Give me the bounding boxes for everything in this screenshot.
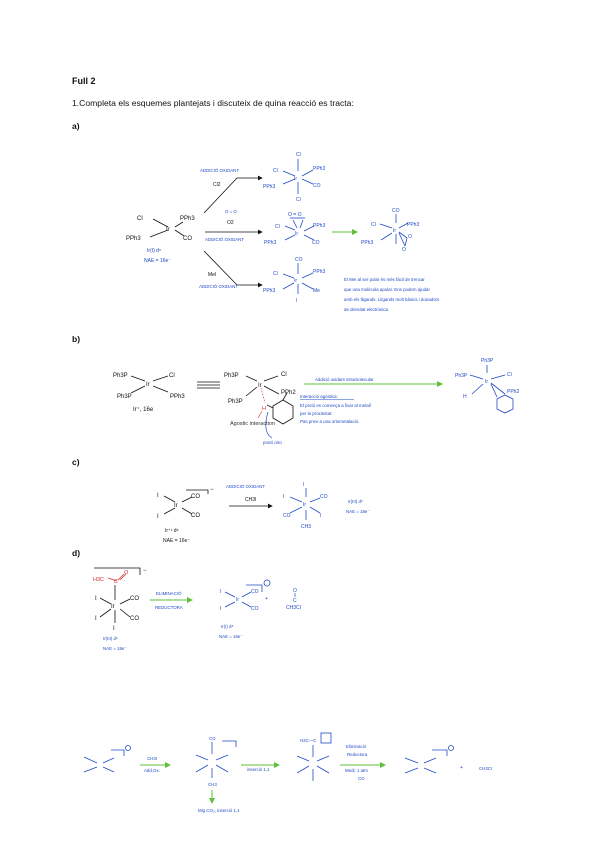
a-p2-co: CO [312, 240, 320, 246]
b-note-1: El protó es comença a fixar al metall [300, 403, 371, 408]
section-a-label: a) [72, 121, 80, 131]
c-prod-ir: Ir [303, 502, 307, 508]
a-p3-pph3: PPh3 [313, 269, 326, 275]
d-left-nae: NAE = 18e⁻ [103, 646, 127, 651]
b-equivalence [197, 382, 220, 388]
a-ox-state: Ir(I) d⁸ [147, 248, 162, 254]
b-h-label: H [262, 406, 266, 412]
c-left-nae: NAE = 16e⁻ [163, 538, 190, 544]
c-ir-1: Ir [174, 503, 178, 509]
e-ch3i: CH3I [147, 756, 158, 761]
a-p1-pph3: PPh3 [313, 166, 326, 172]
c-left-ox: Ir⁺¹ d⁸ [165, 528, 179, 534]
a-p1-co: CO [313, 183, 321, 189]
d-charge: − [143, 568, 147, 574]
scheme-e [84, 733, 492, 813]
e-complex-1 [84, 746, 131, 773]
a-o-o: O = O [225, 209, 237, 214]
a-p1-cl-left: Cl [273, 168, 278, 174]
b-prod-cl: Cl [507, 372, 512, 378]
page-title: Full 2 [72, 76, 96, 86]
a-ph3p-label: PPh3 [126, 236, 141, 242]
a-pph3-label: PPh3 [180, 216, 195, 222]
a-note-2: que una molècula apolar. Ens podem ajudar [344, 287, 430, 292]
c-co-1: CO [191, 494, 200, 500]
b-prod-pph2: PPh2 [507, 389, 520, 395]
b-note-3: Pas previ a una ortometalació. [300, 419, 360, 424]
scheme-b [113, 358, 519, 445]
b-prod-pph3-top: Ph3P [481, 358, 494, 364]
b-ph3p-3: Ph3P [224, 373, 239, 379]
b-prod-h: H [463, 394, 467, 400]
c-prod-i-right: I [320, 513, 322, 519]
d-prod-o: O [293, 588, 297, 594]
a-p2-pph3: PPh3 [313, 223, 326, 229]
scheme-d [93, 568, 301, 651]
d-start-complex [100, 585, 130, 623]
c-charge: − [210, 487, 214, 493]
a-p3-co: CO [295, 257, 303, 263]
e-elim-2: Reductora [347, 752, 368, 757]
d-prod-c: C [293, 598, 297, 604]
e-elim-4: CO [358, 776, 365, 781]
a-p1-ph3p: PPh3 [263, 184, 276, 190]
b-pph3-1: PPh3 [170, 394, 185, 400]
a-p3-ir: Ir [294, 278, 298, 284]
c-right-nae: NAE = 18e⁻ [346, 509, 370, 514]
b-cl-2: Cl [281, 372, 287, 378]
section-c-label: c) [72, 457, 80, 467]
d-bracket [94, 568, 140, 575]
b-note-2: per la proximitat. [300, 411, 333, 416]
e-plus: + [460, 765, 463, 771]
e-migr: Mig CO₃, inserció 1,1 [198, 808, 240, 813]
a-oxad-label-2: ADDICIÓ OXIDANT [205, 237, 245, 242]
e-add: Add.Ox. [144, 768, 160, 773]
d-prod-i-2: I [220, 606, 222, 612]
a-oxad-label-3: ADDICIÓ OXIDANT [199, 284, 239, 289]
section-b-label: b) [72, 334, 81, 344]
a-cl2: Cl2 [213, 182, 221, 188]
d-ir: Ir [111, 604, 115, 610]
d-i-3: I [113, 626, 115, 632]
e-complex-4 [405, 746, 454, 774]
a-product-3 [283, 263, 313, 294]
d-i-2: I [95, 616, 97, 622]
a-p3-ph3p: PPh3 [263, 288, 276, 294]
c-right-ox: Ir(III) d⁶ [348, 499, 363, 504]
a-p1-ir: Ir [294, 176, 298, 182]
c-prod-i-top: I [303, 482, 305, 488]
section-d-label: d) [72, 548, 81, 558]
d-i-1: I [95, 596, 97, 602]
a-peroxo-ir: Ir [393, 228, 397, 234]
a-p2-o2: O = O [288, 212, 302, 218]
a-p3-me: Me [313, 288, 320, 294]
a-peroxo-o2: O [402, 247, 406, 253]
d-co-2: CO [130, 616, 139, 622]
c-prod-i-left: I [283, 494, 285, 500]
b-ir-2: Ir [258, 383, 262, 389]
e-complex-2 [196, 741, 236, 778]
b-pph2-1: PPh2 [281, 390, 296, 396]
b-prod-ir: Ir [485, 379, 489, 385]
b-ir-1: Ir [146, 382, 150, 388]
a-p3-cl: Cl [273, 271, 278, 277]
d-prod-i-1: I [220, 589, 222, 595]
a-cl-label: Cl [137, 216, 143, 222]
a-note-3: amb els lligands. Lligands molt bàsics i donadors [344, 297, 440, 302]
e-insercio: inserció 1,1 [247, 767, 270, 772]
b-agostic-title: Interacció agòstica: [300, 394, 338, 399]
c-prod-co-1: CO [320, 494, 328, 500]
a-note-1: El MeI al ser polar és més fàcil de trencar [344, 277, 425, 282]
e-c2-co: CO [209, 736, 216, 741]
c-prod-co-2: CO [283, 513, 291, 519]
c-start-complex [164, 490, 208, 514]
a-peroxo-co: CO [392, 208, 400, 214]
b-cl-1: Cl [169, 373, 175, 379]
a-peroxo-o1: O [408, 234, 412, 240]
e-elim-1: Eliminació [346, 744, 367, 749]
a-p2-cl: Cl [275, 224, 280, 230]
b-agostic-pointer [258, 411, 262, 418]
a-note-4: de densitat electrònica. [344, 307, 390, 312]
b-agostic-label: Agostic interaction [230, 421, 275, 427]
b-ph3p-2: Ph3P [117, 394, 132, 400]
a-oxad-label-1: ADDICIÓ OXIDANT [200, 168, 240, 173]
b-prod-ph3p: Ph3P [455, 373, 468, 379]
a-co-label: CO [183, 236, 192, 242]
c-co-2: CO [191, 513, 200, 519]
a-nae: NAE = 16e⁻ [144, 258, 171, 264]
b-ir-info: Ir⁺, 16e [133, 407, 154, 413]
d-prod-co-2: CO [251, 606, 259, 612]
scheme-c [157, 482, 370, 544]
c-i-2: I [157, 514, 159, 520]
d-product [225, 580, 270, 607]
a-product-2 [285, 218, 314, 240]
b-proton-label: protó orto [263, 440, 282, 445]
b-arrow-label: Addició oxidant intramolecular [315, 377, 374, 382]
c-prod-ch3: CH3 [301, 524, 312, 530]
e-c3-acyl: H3C—C [300, 738, 317, 743]
d-left-ox: Ir(III) d⁶ [103, 636, 118, 641]
a-peroxo-ph3p: PPh3 [361, 240, 374, 246]
a-p1-cl-bottom: Cl [296, 197, 301, 203]
c-oxad: ADDICIÓ OXIDANT [226, 484, 266, 489]
scheme-a [126, 152, 440, 312]
a-o2: O2 [227, 220, 234, 226]
d-plus: + [265, 596, 268, 602]
question-text: 1.Completa els esquemes plantejats i discuteix de quina reacció es tracta: [72, 98, 354, 108]
b-ph3p-4: Ph3P [228, 399, 243, 405]
a-p1-cl-top: Cl [296, 152, 301, 158]
d-prod-ir: Ir [236, 597, 240, 603]
c-reagent: CH3I [245, 497, 257, 503]
a-arrow-3 [204, 251, 262, 285]
d-o: O [124, 570, 129, 576]
d-c: C [114, 579, 118, 585]
b-ch-bond [267, 405, 273, 408]
b-agostic-complex [246, 376, 293, 424]
d-elim-1: ELIMINACIÓ [156, 591, 182, 596]
d-co-1: CO [130, 596, 139, 602]
a-product-1 [283, 159, 313, 194]
a-p2-ph3p: PPh3 [264, 240, 277, 246]
a-ir-label: Ir [166, 227, 170, 233]
b-ph3p-1: Ph3P [113, 373, 128, 379]
a-mei: MeI [208, 272, 217, 278]
a-p2-ir: Ir [295, 231, 299, 237]
e-product: CH3CI [479, 766, 493, 771]
d-h3c: H3C [93, 577, 105, 583]
c-i-1: I [157, 493, 159, 499]
e-c2-ch3: CH3 [208, 782, 217, 787]
d-product-name: CH3CI [286, 605, 302, 611]
d-elim-2: REDUCTORA [155, 605, 183, 610]
e-elim-3: Medi: 1 atm [345, 768, 368, 773]
d-right-ox: Ir(I) d⁸ [221, 624, 234, 629]
a-p3-i: I [296, 298, 298, 304]
b-agostic-bond [261, 388, 265, 403]
d-right-nae: NAE = 16e⁻ [219, 634, 243, 639]
d-prod-co-1: CO [251, 589, 259, 595]
a-peroxo-pph3: PPh3 [407, 222, 420, 228]
a-peroxo-cl: Cl [371, 222, 376, 228]
